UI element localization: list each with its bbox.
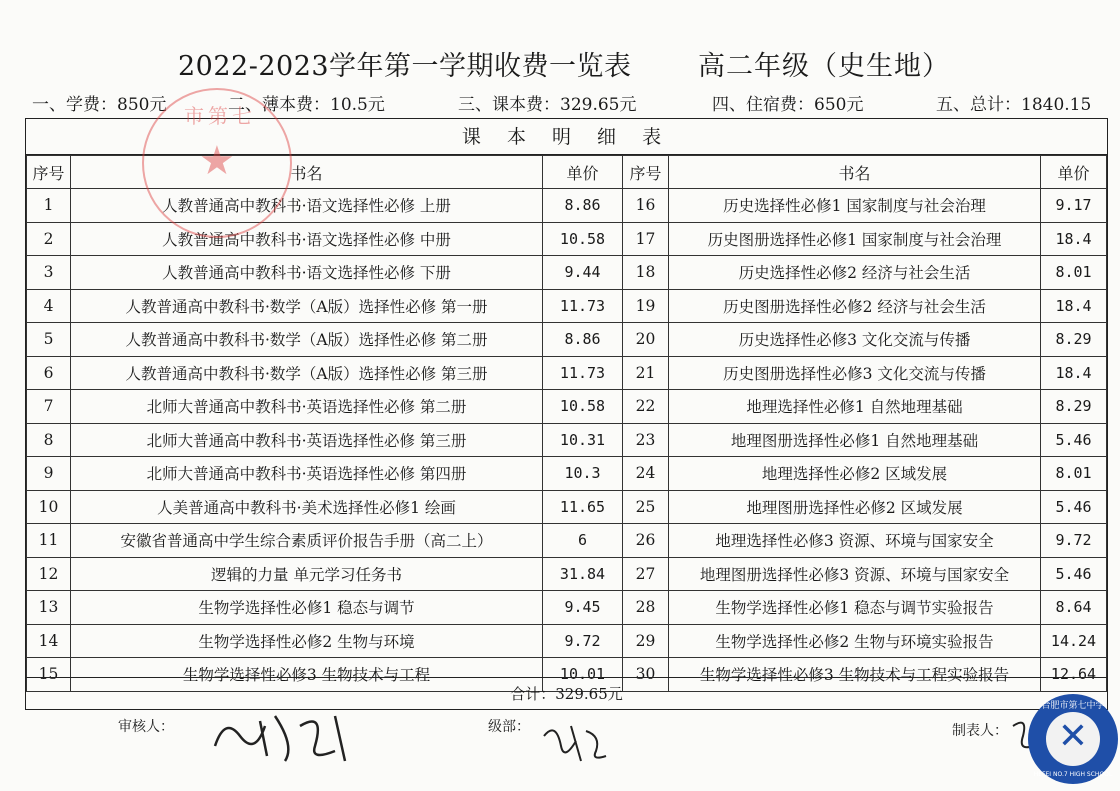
row-index-right: 16 xyxy=(623,189,669,223)
row-price-right: 9.17 xyxy=(1041,189,1107,223)
row-price-left: 10.58 xyxy=(543,390,623,424)
row-index-left: 11 xyxy=(27,524,71,558)
row-book-left: 人教普通高中教科书·数学（A版）选择性必修 第二册 xyxy=(71,323,543,357)
row-index-right: 20 xyxy=(623,323,669,357)
table-row xyxy=(27,323,1107,357)
table-header-row xyxy=(27,156,1107,189)
row-price-left: 11.73 xyxy=(543,356,623,390)
header-index-left: 序号 xyxy=(27,156,71,189)
row-book-left: 人教普通高中教科书·语文选择性必修 上册 xyxy=(71,189,543,223)
logo-emblem-icon: ✕ xyxy=(1057,716,1089,757)
row-price-right: 18.4 xyxy=(1041,289,1107,323)
row-price-left: 9.45 xyxy=(543,591,623,625)
table-row xyxy=(27,557,1107,591)
row-price-left: 6 xyxy=(543,524,623,558)
row-book-right: 地理选择性必修3 资源、环境与国家安全 xyxy=(669,524,1041,558)
maker-label: 制表人： xyxy=(952,723,1008,739)
table-row xyxy=(27,189,1107,223)
row-price-right: 18.4 xyxy=(1041,356,1107,390)
row-index-right: 17 xyxy=(623,222,669,256)
row-price-right: 9.72 xyxy=(1041,524,1107,558)
dept-label: 级部： xyxy=(488,719,530,735)
row-price-left: 10.3 xyxy=(543,457,623,491)
row-index-right: 23 xyxy=(623,423,669,457)
row-price-left: 11.73 xyxy=(543,289,623,323)
row-book-left: 生物学选择性必修1 稳态与调节 xyxy=(71,591,543,625)
row-index-left: 6 xyxy=(27,356,71,390)
header-price-right: 单价 xyxy=(1041,156,1107,189)
table-row xyxy=(27,390,1107,424)
row-book-right: 生物学选择性必修2 生物与环境实验报告 xyxy=(669,624,1041,658)
row-index-left: 7 xyxy=(27,390,71,424)
row-index-right: 19 xyxy=(623,289,669,323)
row-index-left: 10 xyxy=(27,490,71,524)
row-index-left: 5 xyxy=(27,323,71,357)
row-price-right: 8.01 xyxy=(1041,256,1107,290)
row-book-right: 地理图册选择性必修1 自然地理基础 xyxy=(669,423,1041,457)
row-book-right: 历史图册选择性必修1 国家制度与社会治理 xyxy=(669,222,1041,256)
row-index-left: 15 xyxy=(27,658,71,692)
table-row xyxy=(27,524,1107,558)
row-price-left: 9.44 xyxy=(543,256,623,290)
table-row xyxy=(27,591,1107,625)
row-index-right: 30 xyxy=(623,658,669,692)
row-book-left: 人教普通高中教科书·语文选择性必修 下册 xyxy=(71,256,543,290)
table-row xyxy=(27,289,1107,323)
table-row xyxy=(27,423,1107,457)
fee-tuition: 一、学费：850元 xyxy=(32,95,167,115)
logo-ring-text: 合肥市第七中学 xyxy=(1041,701,1105,711)
row-book-right: 历史图册选择性必修3 文化交流与传播 xyxy=(669,356,1041,390)
header-price-left: 单价 xyxy=(543,156,623,189)
row-index-right: 24 xyxy=(623,457,669,491)
row-index-right: 25 xyxy=(623,490,669,524)
row-price-left: 31.84 xyxy=(543,557,623,591)
fee-summary xyxy=(0,90,1120,114)
row-index-right: 28 xyxy=(623,591,669,625)
fee-notebook: 二、薄本费：10.5元 xyxy=(228,95,385,115)
row-price-left: 10.01 xyxy=(543,658,623,692)
row-index-right: 21 xyxy=(623,356,669,390)
row-index-left: 2 xyxy=(27,222,71,256)
logo-bottom-text: HEFEI NO.7 HIGH SCHOOL xyxy=(1033,771,1113,778)
row-book-right: 地理图册选择性必修3 资源、环境与国家安全 xyxy=(669,557,1041,591)
row-book-left: 逻辑的力量 单元学习任务书 xyxy=(71,557,543,591)
row-index-left: 9 xyxy=(27,457,71,491)
row-book-left: 人教普通高中教科书·数学（A版）选择性必修 第三册 xyxy=(71,356,543,390)
row-index-right: 27 xyxy=(623,557,669,591)
row-price-right: 18.4 xyxy=(1041,222,1107,256)
row-book-right: 历史选择性必修2 经济与社会生活 xyxy=(669,256,1041,290)
table-caption: 课 本 明 细 表 xyxy=(26,119,1107,155)
table-total: 合计：329.65元 xyxy=(26,677,1107,709)
table-row xyxy=(27,490,1107,524)
row-book-left: 人美普通高中教科书·美术选择性必修1 绘画 xyxy=(71,490,543,524)
row-price-right: 8.01 xyxy=(1041,457,1107,491)
row-price-left: 8.86 xyxy=(543,189,623,223)
row-price-left: 11.65 xyxy=(543,490,623,524)
row-book-left: 生物学选择性必修3 生物技术与工程 xyxy=(71,658,543,692)
row-book-right: 地理选择性必修2 区域发展 xyxy=(669,457,1041,491)
row-book-left: 北师大普通高中教科书·英语选择性必修 第三册 xyxy=(71,423,543,457)
dept-signature xyxy=(536,716,616,766)
row-price-right: 12.64 xyxy=(1041,658,1107,692)
row-book-right: 生物学选择性必修3 生物技术与工程实验报告 xyxy=(669,658,1041,692)
title-main: 2022-2023学年第一学期收费一览表 xyxy=(178,51,632,82)
table-row xyxy=(27,624,1107,658)
row-price-right: 8.64 xyxy=(1041,591,1107,625)
title-grade: 高二年级（史生地） xyxy=(698,51,950,82)
footer-signatures xyxy=(0,712,1120,791)
row-price-right: 8.29 xyxy=(1041,390,1107,424)
row-index-right: 18 xyxy=(623,256,669,290)
row-price-right: 5.46 xyxy=(1041,557,1107,591)
textbook-grid xyxy=(26,155,1107,692)
school-stamp: 市第七 ★ xyxy=(142,88,292,238)
row-book-left: 北师大普通高中教科书·英语选择性必修 第二册 xyxy=(71,390,543,424)
school-logo xyxy=(1028,694,1118,784)
header-book-right: 书名 xyxy=(669,156,1041,189)
row-book-right: 地理选择性必修1 自然地理基础 xyxy=(669,390,1041,424)
header-index-right: 序号 xyxy=(623,156,669,189)
row-index-left: 14 xyxy=(27,624,71,658)
fee-dorm: 四、住宿费：650元 xyxy=(712,95,864,115)
header-book-left: 书名 xyxy=(71,156,543,189)
table-row xyxy=(27,222,1107,256)
row-price-right: 5.46 xyxy=(1041,490,1107,524)
textbook-table xyxy=(25,118,1108,710)
row-book-left: 安徽省普通高中学生综合素质评价报告手册（高二上） xyxy=(71,524,543,558)
table-row xyxy=(27,356,1107,390)
row-index-left: 1 xyxy=(27,189,71,223)
row-book-right: 历史选择性必修3 文化交流与传播 xyxy=(669,323,1041,357)
row-book-right: 历史选择性必修1 国家制度与社会治理 xyxy=(669,189,1041,223)
row-price-left: 8.86 xyxy=(543,323,623,357)
star-icon: ★ xyxy=(199,138,235,184)
row-price-right: 8.29 xyxy=(1041,323,1107,357)
row-price-right: 14.24 xyxy=(1041,624,1107,658)
document-title xyxy=(0,44,1120,84)
row-price-left: 10.58 xyxy=(543,222,623,256)
fee-total: 五、总计：1840.15 xyxy=(936,95,1092,115)
row-index-left: 8 xyxy=(27,423,71,457)
row-price-left: 9.72 xyxy=(543,624,623,658)
row-index-right: 22 xyxy=(623,390,669,424)
fee-textbook: 三、课本费：329.65元 xyxy=(458,95,637,115)
row-book-left: 生物学选择性必修2 生物与环境 xyxy=(71,624,543,658)
row-index-right: 26 xyxy=(623,524,669,558)
row-index-left: 4 xyxy=(27,289,71,323)
row-book-right: 历史图册选择性必修2 经济与社会生活 xyxy=(669,289,1041,323)
table-row xyxy=(27,256,1107,290)
row-index-left: 12 xyxy=(27,557,71,591)
row-book-right: 生物学选择性必修1 稳态与调节实验报告 xyxy=(669,591,1041,625)
row-index-left: 13 xyxy=(27,591,71,625)
row-book-right: 地理图册选择性必修2 区域发展 xyxy=(669,490,1041,524)
row-index-right: 29 xyxy=(623,624,669,658)
row-book-left: 人教普通高中教科书·数学（A版）选择性必修 第一册 xyxy=(71,289,543,323)
reviewer-signature xyxy=(205,706,355,766)
row-price-right: 5.46 xyxy=(1041,423,1107,457)
row-price-left: 10.31 xyxy=(543,423,623,457)
row-book-left: 北师大普通高中教科书·英语选择性必修 第四册 xyxy=(71,457,543,491)
table-row xyxy=(27,457,1107,491)
row-index-left: 3 xyxy=(27,256,71,290)
row-book-left: 人教普通高中教科书·语文选择性必修 中册 xyxy=(71,222,543,256)
reviewer-label: 审核人： xyxy=(118,719,174,735)
